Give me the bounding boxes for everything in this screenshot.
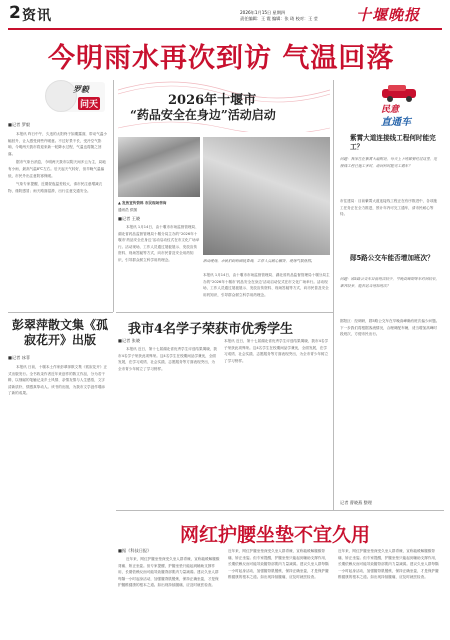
page-header [0,0,450,30]
drug-event-photo-large [203,137,330,255]
box-title-line2: 直通车 [381,117,411,128]
drug-event-year-title: 2026年十堰市 [168,93,257,108]
weather-badge [55,82,105,112]
drug-caption-text: 活动现场，市民们纷纷围拢咨询，工作人员耐心解答，现场气氛热烈。 [203,259,315,263]
drug-event-title: “药品安全在身边”活动启动 [130,108,276,122]
header-rule [8,28,442,30]
drug-reporter: ■记者 王晓 [118,216,141,221]
weather-paragraph: 气象专家提醒，近期昼夜温差较大，请市民注意增减衣物，谨防感冒；雨天路面湿滑，出行注意交通安全。 [8,182,103,193]
main-headline: 今明雨水再次到访 气温回落 [48,43,395,74]
students-body-col2: 本报讯 近日，第十七届湖北省优秀学生评选结果揭晓，我市4名学子荣获此项殊荣。这4名学生在校期间品学兼优，全面发展，在学习成绩、社会实践、志愿服务等方面表现突出，为全市青少年树立了学习榜样。 [224,339,329,363]
drug-body-continued: 本报讯 1月14日，由十堰市市场监督管理局、湖北省药品监督管理局十堰分局主办的“2026年十堰市‘药品安全在身边’活动启动仪式在市文化广场举行。活动现场，工作人员通过展板展示、发放宣传资料、现场答疑等方式，向市民普及安全用药知识，引导群众树立科学用药理念。 [203,273,330,297]
section-divider [116,510,444,511]
bottom-body-col1: 近年来，网红护腰坐垫深受久坐人群青睐，宣称能缓解腰酸背痛、矫正坐姿。但专家提醒，护腰坐垫只能起到辅助支撑作用，长期依赖反而可能导致腰背部肌肉力量减弱。建议久坐人群每隔一小时起身活动，加强腰背肌锻炼，保持正确坐姿，才是保护腰椎健康的根本之道。如出现持续腰痛，应及时就医检查。 [118,557,220,588]
column-divider [113,80,114,312]
car-icon [378,84,422,102]
bottom-reporter: ■据《科技日报》 [118,548,152,553]
q1-question: 问题：我家住在紫霄大道附近，每天上下班都要经过这里，连接线工程已施工多时，请问何时能完工通车？ [340,157,438,168]
weather-reporter: ■记者 罗毅 [8,122,31,127]
book-body: 本报讯 日前，十堰本土作家彭翠萍散文集《孤寂花开》正式出版发行。全书收录作者近年来创作的散文作品，分为若干辑，以细腻的笔触记录乡土风情、亲情友情与人生感悟，文字清新质朴，情感真挚动人。该书的出版，为我市文学创作增添了新的成果。 [8,365,107,396]
newspaper-logo: 十堰晚报 [356,6,421,24]
book-reporter: ■记者 冰菲 [8,355,31,360]
column-divider [333,80,334,510]
students-article-title: 我市4名学子荣获市优秀学生 [128,322,294,337]
q2-question: 问题：郧5路公交车目前班次较少，早晚高峰期等车时间较长，乘客较多，能否适当增加班次？ [340,277,440,288]
public-opinion-box [336,80,444,132]
date-line: 2026年1月15日 星期四 [240,10,286,15]
drug-event-photo-small [118,137,200,197]
section-name: 资讯 [22,8,52,24]
q-reporter: 记者 曹晓燕 整理 [340,500,372,505]
box-title-line1: 民意 [381,105,400,115]
section-divider [8,312,113,313]
q2-title: 郧5路公交车能否增加班次？ [350,254,434,262]
section-divider [116,312,333,313]
students-reporter: ■记者 张晓 [118,338,141,343]
bottom-body-col2: 近年来，网红护腰坐垫深受久坐人群青睐，宣称能缓解腰酸背痛、矫正坐姿。但专家提醒，护腰坐垫只能起到辅助支撑作用，长期依赖反而可能导致腰背部肌肉力量减弱。建议久坐人群每隔一小时起身活动，加强腰背肌锻炼，保持正确坐姿，才是保护腰椎健康的根本之道。如出现持续腰痛，应及时就医检查。 [228,549,329,580]
weather-paragraph: 本报讯 昨日中午，久违的太阳终于如期露面，带动气温小幅回升，让人感受到些许暖意。不过好景不长，受冷空气影响，今明两天我市将迎来新一轮降水过程，气温也将随之回落。 [8,132,107,156]
students-body-col1: 本报讯 近日，第十七届湖北省优秀学生评选结果揭晓，我市4名学子荣获此项殊荣。这4名学生在校期间品学兼优，全面发展，在学习成绩、社会实践、志愿服务等方面表现突出，为全市青少年树立了学习榜样。 [118,347,217,371]
q2-answer: 郧阳区：经调研，郧5路公交车在早晚高峰确有班次偏少问题。下一步我们将根据客流情况，合理调配车辆，适当增加高峰时段班次，方便市民出行。 [340,319,440,337]
editor-line: 责任编辑：王 霞 编辑：张 琦 校对：王 莹 [240,16,318,21]
weather-paragraph: 据市气象台消息，今明两天我市以阴天间多云为主，局地有小雨，最高气温8℃左右。后天起天气转好，但早晚气温偏低，市民外出注意防寒保暖。 [8,160,106,178]
badge-top-text: 罗毅 [73,85,89,94]
drug-photo-caption: ▲ 发放宣传资料 市民现场咨询 [118,201,167,205]
drug-photo-credit: 通讯员 供图 [118,208,138,212]
bottom-body-col3: 近年来，网红护腰坐垫深受久坐人群青睐，宣称能缓解腰酸背痛、矫正坐姿。但专家提醒，护腰坐垫只能起到辅助支撑作用，长期依赖反而可能导致腰背部肌肉力量减弱。建议久坐人群每隔一小时起身活动，加强腰背肌锻炼，保持正确坐姿，才是保护腰椎健康的根本之道。如出现持续腰痛，应及时就医检查。 [338,549,439,580]
q1-title: 紫霄大道连接线工程何时能完工？ [350,134,436,151]
badge-bottom-text: 问天 [78,97,100,110]
drug-body: 本报讯 1月14日，由十堰市市场监督管理局、湖北省药品监督管理局十堰分局主办的“2026年十堰市‘药品安全在身边’活动启动仪式在市文化广场举行。活动现场，工作人员通过展板展示、发放宣传资料、现场答疑等方式，向市民普及安全用药知识，引导群众树立科学用药理念。 [118,225,200,262]
book-article-title: 彭翠萍散文集《孤寂花开》出版 [11,318,108,347]
q1-answer: 市住建局：目前紫霄大道连接线工程正在有序推进中，各项施工任务正在全力推进，预计年内可完工通车，请市民耐心等待。 [340,199,438,217]
weather-body [8,131,108,308]
bottom-article-title: 网红护腰坐垫不宜久用 [180,524,371,546]
section-number: 2 [9,3,21,23]
